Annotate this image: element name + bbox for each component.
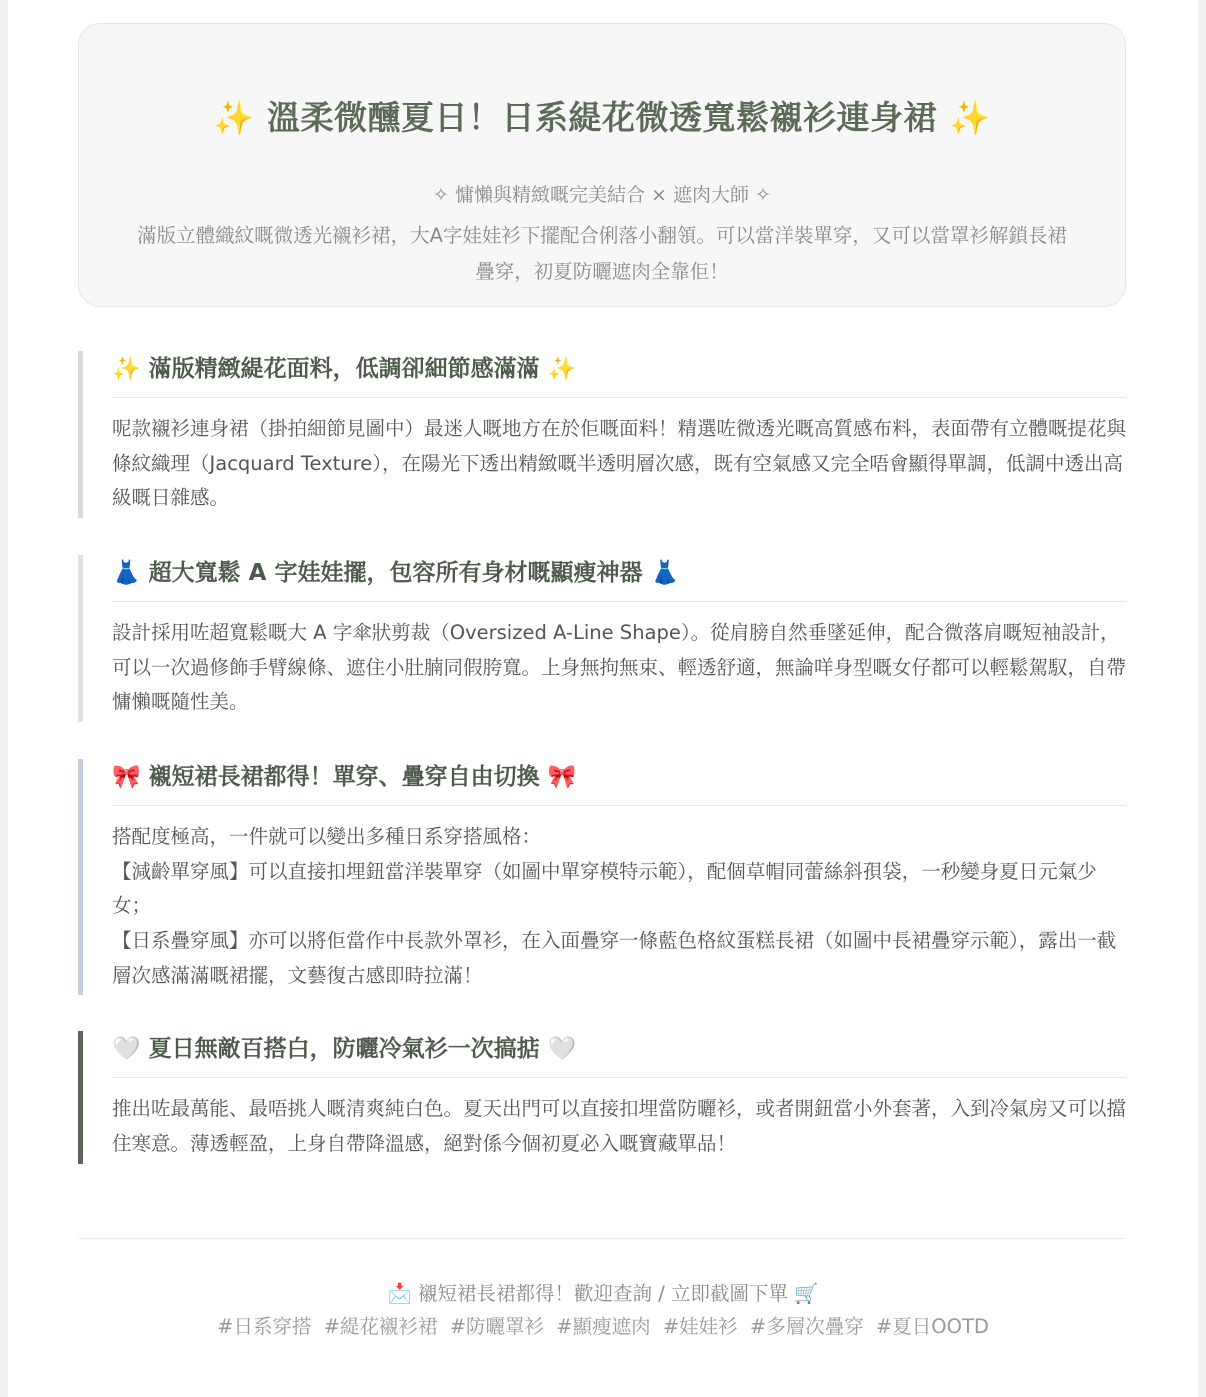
dress-icon: 👗 bbox=[650, 560, 680, 586]
paragraph: 搭配度極高，一件就可以變出多種日系穿搭風格： bbox=[112, 825, 542, 848]
section-body bbox=[112, 398, 1126, 516]
hashtag-list bbox=[8, 1313, 1198, 1341]
hashtag[interactable]: #娃娃衫 bbox=[662, 1315, 738, 1338]
footer-divider bbox=[78, 1238, 1126, 1239]
white-heart-icon: 🤍 bbox=[112, 1036, 141, 1062]
section-title: 夏日無敵百搭白，防曬冷氣衫一次搞掂 bbox=[148, 1036, 540, 1062]
section-body bbox=[112, 1078, 1126, 1161]
hero-title bbox=[79, 98, 1125, 138]
sparkles-icon: ✨ bbox=[213, 98, 255, 137]
paragraph: 呢款襯衫連身裙（掛拍細節見圖中）最迷人嘅地方在於佢嘅面料！精選咗微透光嘅高質感布料，表面帶有立體嘅提花與條紋織理（Jacquard Texture），在陽光下透出精緻嘅半透明層次感，既有空氣感又完全唔會顯得單調，低調中透出高級嘅日雜感。 bbox=[112, 417, 1127, 510]
section-body bbox=[112, 806, 1126, 994]
hashtag[interactable]: #夏日OOTD bbox=[875, 1315, 989, 1338]
paragraph: 【日系疊穿風】亦可以將佢當作中長款外罩衫，在入面疊穿一條藍色格紋蛋糕長裙（如圖中長裙疊穿示範），露出一截層次感滿滿嘅裙擺，文藝復古感即時拉滿！ bbox=[112, 929, 1117, 987]
section-title: 襯短裙長裙都得！單穿、疊穿自由切換 bbox=[148, 764, 540, 790]
hero-description: 滿版立體織紋嘅微透光襯衫裙，大A字娃娃衫下擺配合俐落小翻領。可以當洋裝單穿，又可以當罩衫解鎖長裙疊穿，初夏防曬遮肉全靠佢！ bbox=[137, 224, 1067, 283]
paragraph: 【減齡單穿風】可以直接扣埋鈕當洋裝單穿（如圖中單穿模特示範），配個草帽同蕾絲斜孭袋，一秒變身夏日元氣少女； bbox=[112, 859, 1097, 918]
dress-icon: 👗 bbox=[112, 560, 141, 586]
sparkles-icon: ✨ bbox=[547, 356, 577, 382]
section-fabric bbox=[78, 351, 1126, 518]
sparkles-icon: ✨ bbox=[112, 356, 141, 382]
hashtag[interactable]: #防曬罩衫 bbox=[449, 1315, 545, 1338]
hero-title-text: 溫柔微醺夏日！日系緹花微透寬鬆襯衫連身裙 bbox=[267, 98, 937, 137]
section-styling bbox=[78, 759, 1126, 995]
section-body bbox=[112, 602, 1126, 720]
section-heading bbox=[112, 555, 1126, 602]
section-heading bbox=[112, 351, 1126, 398]
paragraph: 推出咗最萬能、最唔挑人嘅清爽純白色。夏天出門可以直接扣埋當防曬衫，或者開鈕當小外套著，入到冷氣房又可以擋住寒意。薄透輕盈，上身自帶降溫感，絕對係今個初夏必入嘅寶藏單品！ bbox=[112, 1097, 1127, 1155]
section-title: 滿版精緻緹花面料，低調卻細節感滿滿 bbox=[148, 356, 540, 382]
footer-cta: 📩 襯短裙長裙都得！歡迎查詢 / 立即截圖下單 🛒 bbox=[387, 1282, 819, 1305]
sparkles-icon: ✨ bbox=[949, 98, 991, 137]
ribbon-icon: 🎀 bbox=[112, 764, 141, 790]
section-title: 超大寬鬆 A 字娃娃擺，包容所有身材嘅顯瘦神器 bbox=[148, 560, 643, 586]
section-heading bbox=[112, 1031, 1126, 1078]
white-heart-icon: 🤍 bbox=[547, 1036, 577, 1062]
hero-subtitle: ✧ 慵懶與精緻嘅完美結合 × 遮肉大師 ✧ bbox=[433, 184, 771, 206]
page bbox=[8, 0, 1198, 1397]
hashtag[interactable]: #緹花襯衫裙 bbox=[323, 1315, 438, 1338]
section-heading bbox=[112, 759, 1126, 806]
hero-card bbox=[78, 23, 1126, 307]
paragraph: 設計採用咗超寬鬆嘅大 A 字傘狀剪裁（Oversized A-Line Shape）。從肩膀自然垂墜延伸，配合微落肩嘅短袖設計，可以一次過修飾手臂線條、遮住小肚腩同假胯寬。上身無拘無束、輕透舒適，無論咩身型嘅女仔都可以輕鬆駕馭，自帶慵懶嘅隨性美。 bbox=[112, 621, 1127, 714]
hashtag[interactable]: #顯瘦遮肉 bbox=[556, 1315, 651, 1338]
section-silhouette bbox=[78, 555, 1126, 722]
ribbon-icon: 🎀 bbox=[547, 764, 577, 790]
hashtag[interactable]: #日系穿搭 bbox=[217, 1315, 312, 1338]
hashtag[interactable]: #多層次疊穿 bbox=[749, 1315, 864, 1338]
section-color bbox=[78, 1031, 1126, 1164]
